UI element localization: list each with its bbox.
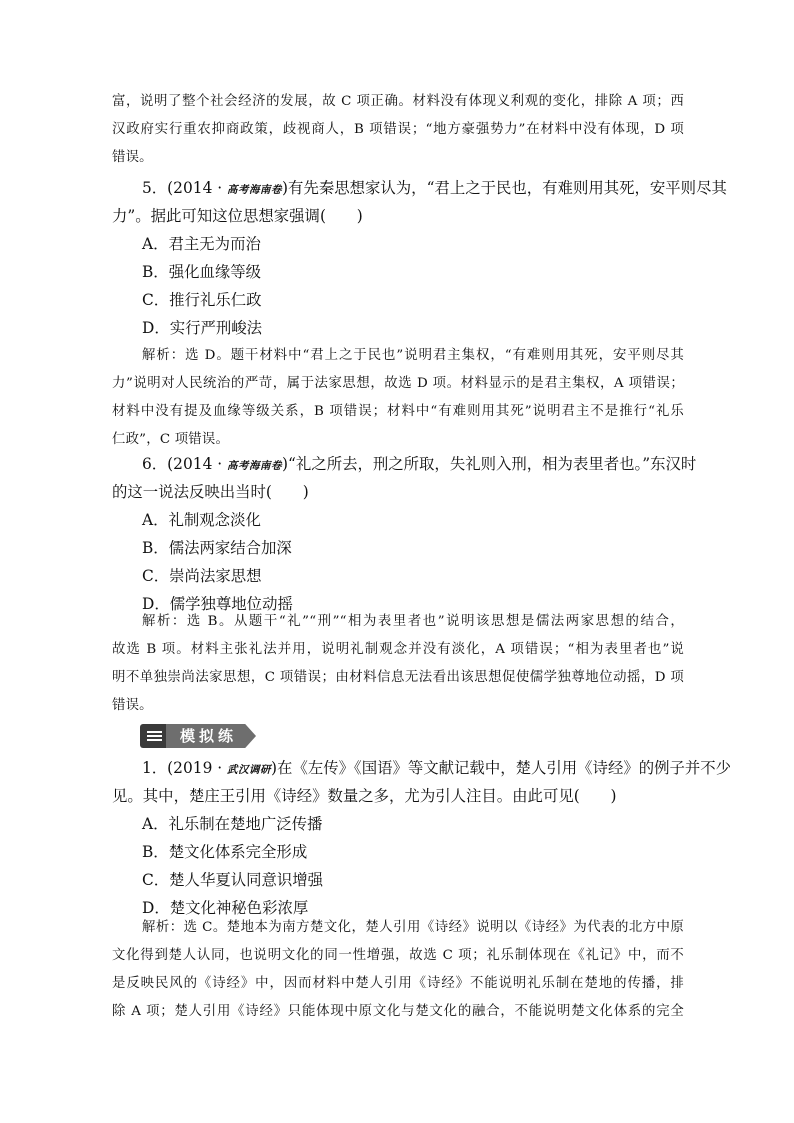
question-number: 5．(2014 · [142,179,228,197]
analysis-line: 错误。 [112,150,153,165]
option-a: A．礼乐制在楚地广泛传播 [142,815,323,833]
option-a: A．礼制观念淡化 [142,511,261,529]
analysis-line: 解析：选 C。楚地本为南方楚文化，楚人引用《诗经》说明以《诗经》为代表的北方中原 [142,920,684,935]
question-5 [112,174,727,342]
analysis-line: 富，说明了整个社会经济的发展，故 C 项正确。材料没有体现义利观的变化，排除 A 项；西 [112,94,684,109]
analysis-line: 力”说明对人民统治的严苛，属于法家思想，故选 D 项。材料显示的是君主集权，A 项错误； [112,376,684,391]
analysis-line: 明不单独崇尚法家思想，C 项错误；由材料信息无法看出该思想促使儒学独尊地位动摇，D 项 [112,670,684,685]
analysis-line: 文化得到楚人认同，也说明文化的同一性增强，故选 C 项；礼乐制体现在《礼记》中，而不 [112,948,684,963]
analysis-line: 除 A 项；楚人引用《诗经》只能体现中原文化与楚文化的融合，不能说明楚文化体系的完全 [112,1004,684,1019]
analysis-line: 汉政府实行重农抑商政策，歧视商人，B 项错误；“地方豪强势力”在材料中没有体现，D 项 [112,122,684,137]
question-stem [112,174,727,202]
section-title: 模拟练 [180,727,238,745]
option-b: B．强化血缘等级 [142,263,262,281]
option-d: D．儒学独尊地位动摇 [142,595,293,613]
question-stem-text: )在《左传》《国语》等文献记载中，楚人引用《诗经》的例子并不少 [271,759,732,777]
analysis-line: 材料中没有提及血缘等级关系，B 项错误；材料中“有难则用其死”说明君主不是推行“礼乐 [112,404,684,419]
question-6 [112,450,697,618]
question-stem: 力”。据此可知这位思想家强调( ) [112,207,363,225]
question-source: 高考海南卷 [227,460,283,472]
option-b: B．楚文化体系完全形成 [142,843,308,861]
analysis-line: 仁政”，C 项错误。 [112,432,230,447]
question-source: 高考海南卷 [227,184,283,196]
analysis-line: 是反映民风的《诗经》中，因而材料中楚人引用《诗经》不能说明礼乐制在楚地的传播，排 [112,976,684,991]
option-a: A．君主无为而治 [142,235,261,253]
option-d: D．楚文化神秘色彩浓厚 [142,899,309,917]
question-source: 武汉调研 [227,764,272,776]
previous-analysis-continuation [112,88,684,172]
analysis-line: 解析：选 B。从题干“礼”“刑”“相为表里者也”说明该思想是儒法两家思想的结合， [142,614,684,629]
question-number: 6．(2014 · [142,455,228,473]
mock-question-1-analysis [112,914,684,1026]
question-stem: 的这一说法反映出当时( ) [112,483,309,501]
question-6-analysis [112,608,684,720]
book-icon [140,724,170,748]
option-d: D．实行严刑峻法 [142,319,263,337]
option-c: C．崇尚法家思想 [142,567,262,585]
analysis-line: 解析：选 D。题干材料中“君上之于民也”说明君主集权，“有难则用其死，安平则尽其 [142,348,684,363]
question-stem: 见。其中，楚庄王引用《诗经》数量之多，尤为引人注目。由此可见( ) [112,787,617,805]
mock-question-1 [112,754,732,922]
section-banner [140,724,264,748]
question-stem [112,754,732,782]
analysis-line: 故选 B 项。材料主张礼法并用，说明礼制观念并没有淡化，A 项错误；“相为表里者也”说 [112,642,684,657]
option-c: C．楚人华夏认同意识增强 [142,871,324,889]
option-c: C．推行礼乐仁政 [142,291,262,309]
analysis-line: 错误。 [112,698,153,713]
question-stem [112,450,697,478]
question-5-analysis [112,342,684,454]
question-stem-text: )有先秦思想家认为，“君上之于民也，有难则用其死，安平则尽其 [282,179,727,197]
question-number: 1．(2019 · [142,759,228,777]
option-b: B．儒法两家结合加深 [142,539,292,557]
question-stem-text: )“礼之所去，刑之所取，失礼则入刑，相为表里者也。”东汉时 [282,455,697,473]
